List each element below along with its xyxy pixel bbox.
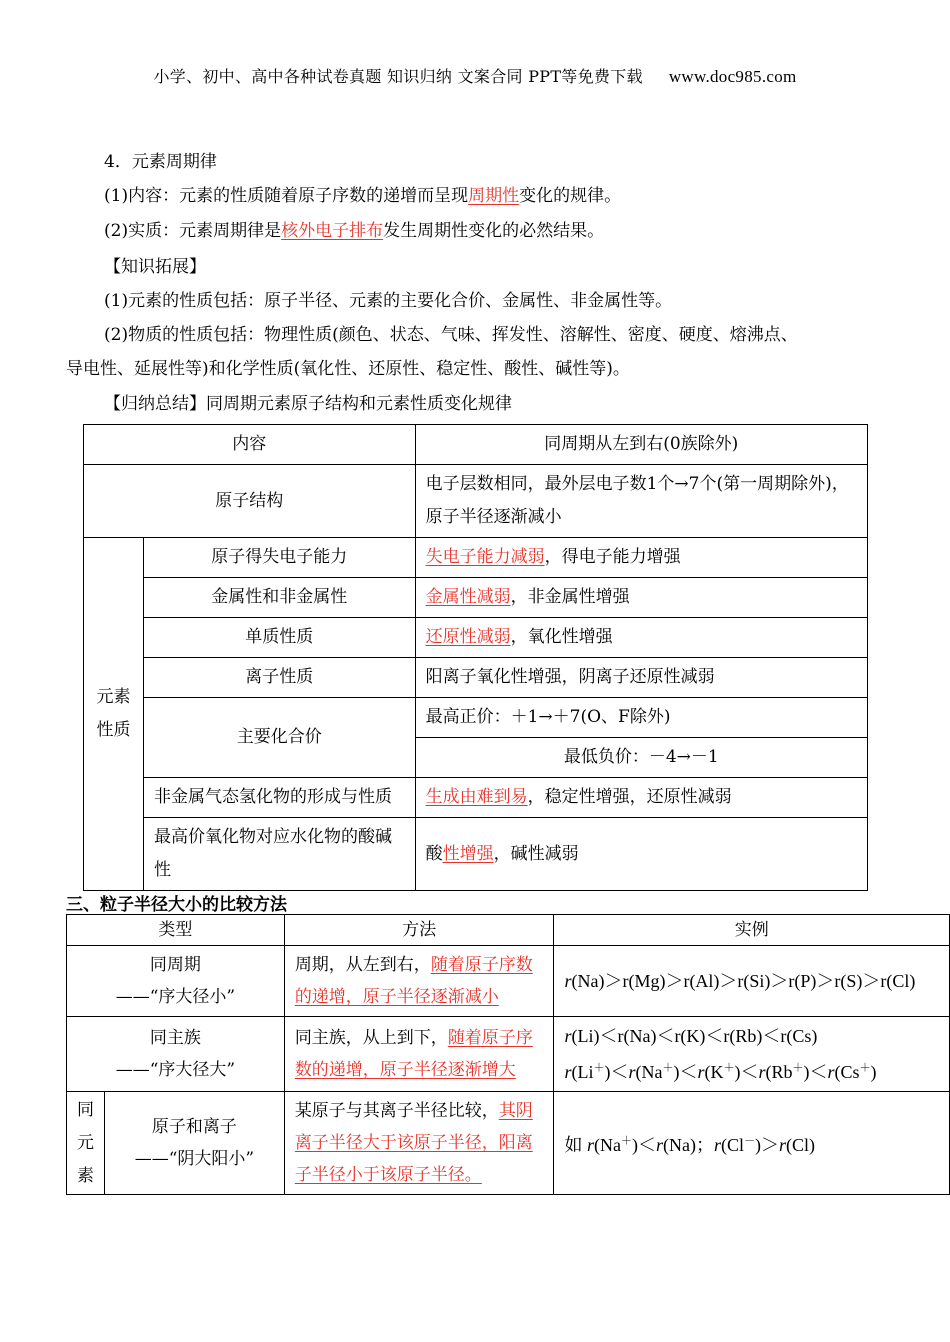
example-cell: r(Na)＞r(Mg)＞r(Al)＞r(Si)＞r(P)＞r(S)＞r(Cl) [554, 946, 950, 1017]
header-text: 小学、初中、高中各种试卷真题 知识归纳 文案合同 PPT等免费下载 [153, 67, 643, 86]
row-label: 离子性质 [143, 658, 415, 698]
section3-title: 三、粒子半径大小的比较方法 [66, 895, 287, 915]
structure-text: 电子层数相同，最外层电子数1个→7个(第一周期除外)，原子半径逐渐减小 [415, 465, 867, 538]
period-trend-table [83, 424, 868, 891]
radius-compare-table [66, 914, 950, 1195]
header-site[interactable]: www.doc985.com [668, 67, 797, 86]
row-value: 金属性减弱，非金属性增强 [415, 578, 867, 618]
group-label: 元素性质 [84, 538, 144, 891]
header-type: 类型 [67, 915, 285, 946]
essence-line: (2)实质：元素周期律是核外电子排布发生周期性变化的必然结果。 [104, 221, 605, 241]
ext-line-2a: (2)物质的性质包括：物理性质(颜色、状态、气味、挥发性、溶解性、密度、硬度、熔沸点、 [104, 325, 798, 345]
example-cell: 如 r(Na＋)＜r(Na)；r(Cl－)＞r(Cl) [554, 1092, 950, 1195]
hydride-label: 非金属气态氢化物的形成与性质 [143, 778, 415, 818]
content-line: (1)内容：元素的性质随着原子序数的递增而呈现周期性变化的规律。 [104, 186, 622, 206]
structure-label: 原子结构 [84, 465, 416, 538]
header-example: 实例 [554, 915, 950, 946]
hydride-value: 生成由难到易，稳定性增强，还原性减弱 [415, 778, 867, 818]
ext-title: 【知识拓展】 [104, 257, 206, 277]
type-cell: 原子和离子 ——“阴大阳小” [104, 1092, 284, 1195]
oxide-label: 最高价氧化物对应水化物的酸碱性 [143, 818, 415, 891]
section4-title: 4．元素周期律 [104, 152, 217, 172]
method-cell: 周期，从左到右，随着原子序数的递增，原子半径逐渐减小 [284, 946, 554, 1017]
group-cell: 同元素 [67, 1092, 105, 1195]
row-label: 原子得失电子能力 [143, 538, 415, 578]
row-label: 金属性和非金属性 [143, 578, 415, 618]
example-cell: r(Li)＜r(Na)＜r(K)＜r(Rb)＜r(Cs) r(Li＋)＜r(Na＋)＜r(K＋)＜r(Rb＋)＜r(Cs＋) [554, 1017, 950, 1092]
row-value: 阳离子氧化性增强，阴离子还原性减弱 [415, 658, 867, 698]
header-rule: 同周期从左到右(0族除外) [415, 425, 867, 465]
ext-line-1: (1)元素的性质包括：原子半径、元素的主要化合价、金属性、非金属性等。 [104, 291, 673, 311]
method-cell: 某原子与其离子半径比较，其阴离子半径大于该原子半径，阳离子半径小于该原子半径。 [284, 1092, 554, 1195]
row-label: 单质性质 [143, 618, 415, 658]
valence-low: 最低负价：－4→－1 [415, 738, 867, 778]
page-header [0, 64, 950, 87]
type-cell: 同主族 ——“序大径大” [67, 1017, 285, 1092]
key-term: 核外电子排布 [281, 221, 384, 241]
row-value: 失电子能力减弱，得电子能力增强 [415, 538, 867, 578]
valence-label: 主要化合价 [143, 698, 415, 778]
method-cell: 同主族，从上到下，随着原子序数的递增，原子半径逐渐增大 [284, 1017, 554, 1092]
header-method: 方法 [284, 915, 554, 946]
summary-title: 【归纳总结】同周期元素原子结构和元素性质变化规律 [104, 394, 512, 414]
header-content: 内容 [84, 425, 416, 465]
type-cell: 同周期 ——“序大径小” [67, 946, 285, 1017]
oxide-value: 酸性增强，碱性减弱 [415, 818, 867, 891]
ext-line-2b: 导电性、延展性等)和化学性质(氧化性、还原性、稳定性、酸性、碱性等)。 [66, 359, 630, 379]
valence-high: 最高正价：＋1→＋7(O、F除外) [415, 698, 867, 738]
key-term: 周期性 [468, 186, 520, 206]
row-value: 还原性减弱，氧化性增强 [415, 618, 867, 658]
